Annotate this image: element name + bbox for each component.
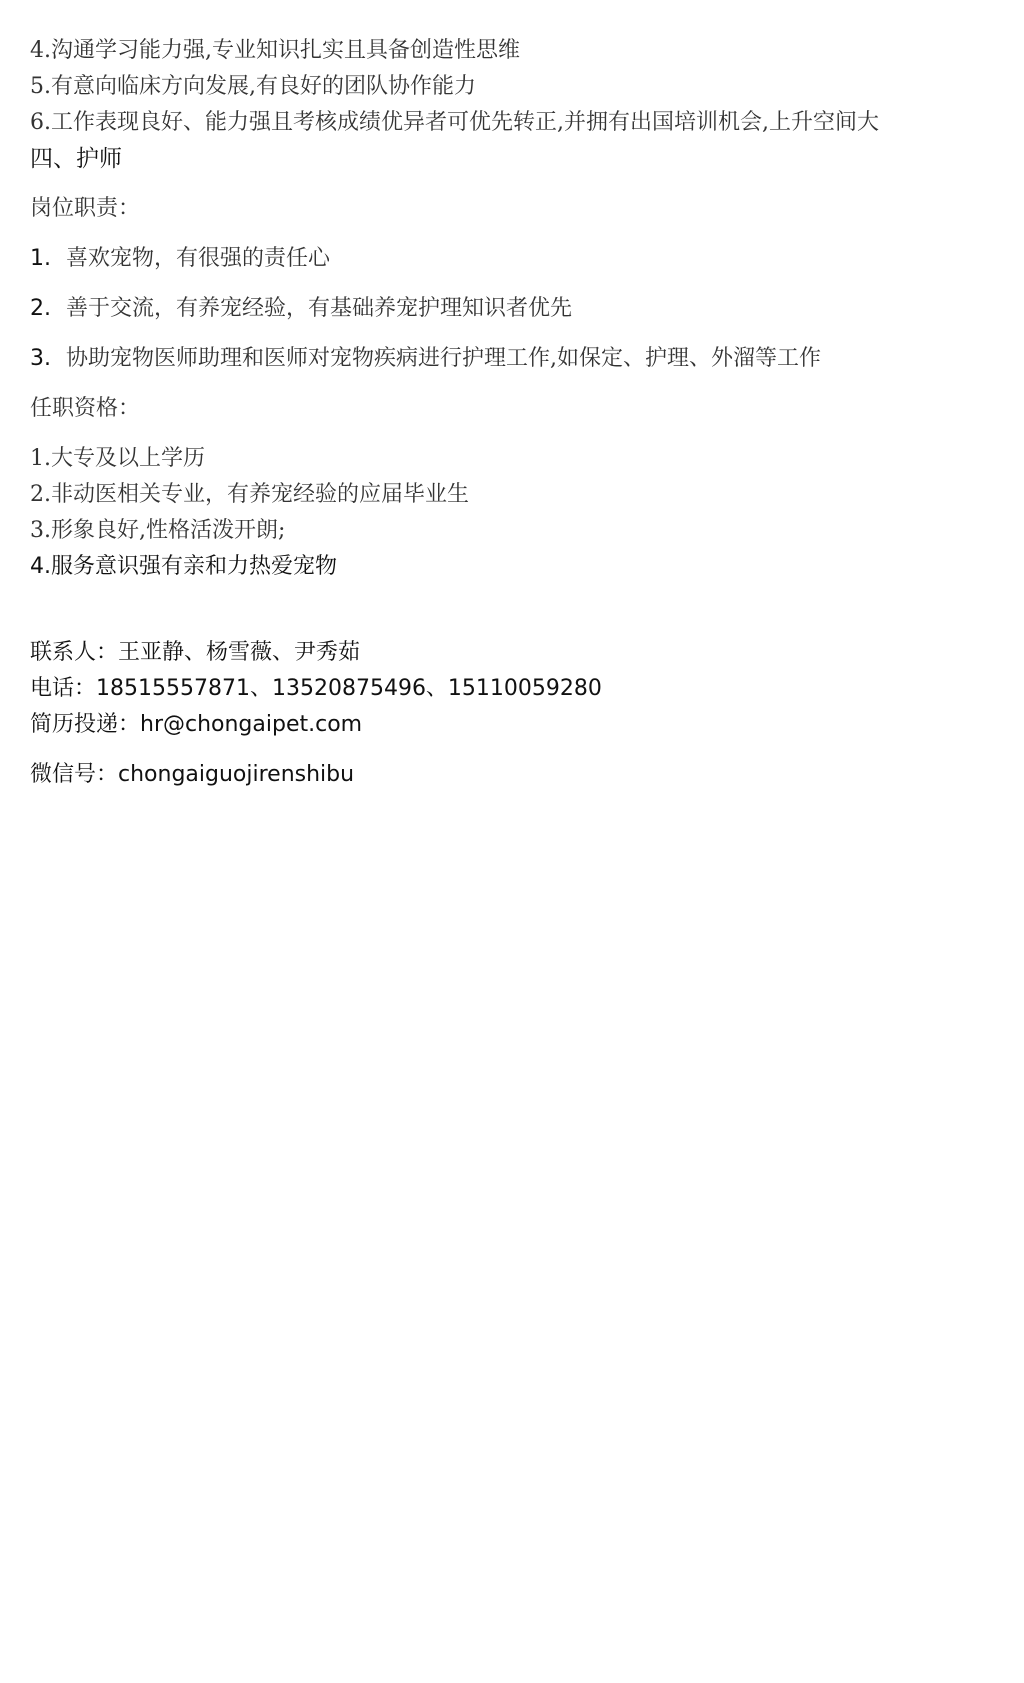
- duty-number: 2.: [30, 296, 51, 321]
- contact-phone: 电话：18515557871、13520875496、15110059280: [30, 676, 602, 701]
- contact-people: 联系人：王亚静、杨雪薇、尹秀茹: [30, 640, 361, 665]
- requirement-item: 6.工作表现良好、能力强且考核成绩优异者可优先转正,并拥有出国培训机会,上升空间大: [30, 110, 879, 135]
- duty-text: 善于交流，有养宠经验，有基础养宠护理知识者优先: [66, 296, 573, 321]
- requirement-item: 5.有意向临床方向发展,有良好的团队协作能力: [30, 74, 476, 99]
- duty-item: [30, 344, 821, 374]
- duty-number: 1.: [30, 246, 51, 271]
- duty-number: 3.: [30, 346, 51, 371]
- qualification-item: 4.服务意识强有亲和力热爱宠物: [30, 554, 337, 579]
- section-title: 四、护师: [30, 146, 122, 172]
- duty-item: [30, 294, 572, 324]
- duty-item: [30, 244, 330, 274]
- qualifications-label: 任职资格：: [30, 396, 141, 421]
- requirement-item: 4.沟通学习能力强,专业知识扎实且具备创造性思维: [30, 38, 520, 63]
- duty-text: 喜欢宠物，有很强的责任心: [66, 246, 331, 271]
- duties-label: 岗位职责：: [30, 196, 141, 221]
- contact-wechat: 微信号：chongaiguojirenshibu: [30, 762, 355, 787]
- contact-email[interactable]: 简历投递：hr@chongaipet.com: [30, 712, 363, 737]
- duty-text: 协助宠物医师助理和医师对宠物疾病进行护理工作,如保定、护理、外溜等工作: [66, 346, 821, 371]
- qualification-item: 2.非动医相关专业，有养宠经验的应届毕业生: [30, 482, 469, 507]
- qualification-item: 1.大专及以上学历: [30, 446, 205, 471]
- qualification-item: 3.形象良好,性格活泼开朗;: [30, 518, 286, 543]
